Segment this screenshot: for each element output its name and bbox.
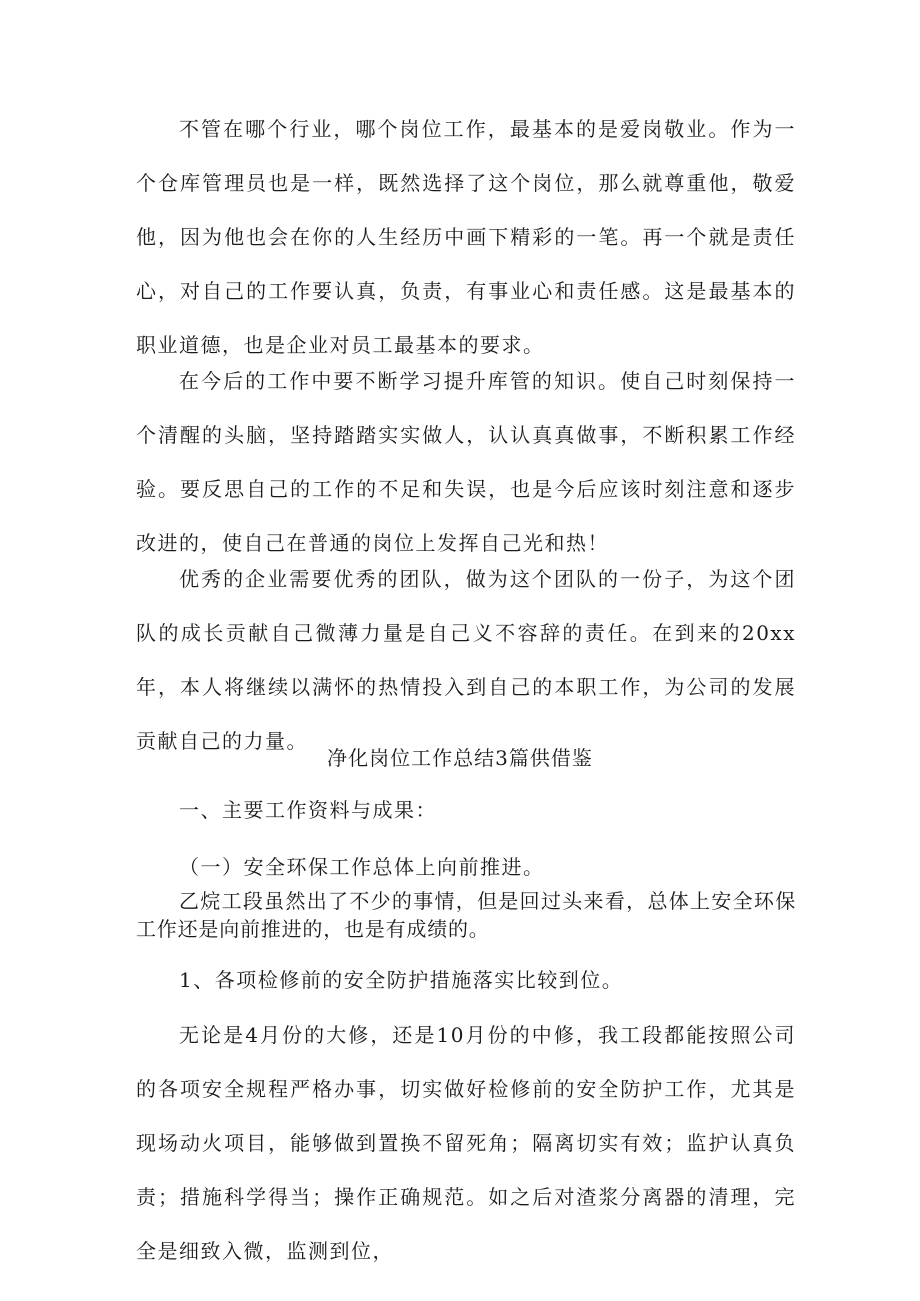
paragraph-team-contribution: 优秀的企业需要优秀的团队，做为这个团队的一份子，为这个团队的成长贡献自己微薄力量是自己义不容辞的责任。在到来的20xx年，本人将继续以满怀的热情投入到自己的本职工作，为公司的发展贡献自己的力量。 <box>136 567 796 753</box>
item-heading: 1、各项检修前的安全防护措施落实比较到位。 <box>179 968 624 992</box>
document-title: 净化岗位工作总结3篇供借鉴 <box>327 746 593 770</box>
sub-paragraph: 乙烷工段虽然出了不少的事情，但是回过头来看，总体上安全环保工作还是向前推进的，也是有成绩的。 <box>136 889 796 941</box>
item-paragraph: 无论是4月份的大修，还是10月份的中修，我工段都能按照公司的各项安全规程严格办事，切实做好检修前的安全防护工作，尤其是现场动火项目，能够做到置换不留死角；隔离切实有效；监护认真负责；措施科学得当；操作正确规范。如之后对渣浆分离器的清理，完全是细致入微，监测到位， <box>136 1023 796 1263</box>
paragraph-future-learning: 在今后的工作中要不断学习提升库管的知识。使自己时刻保持一个清醒的头脑，坚持踏踏实实做人，认认真真做事，不断积累工作经验。要反思自己的工作的不足和失误，也是今后应该时刻注意和逐步改进的，使自己在普通的岗位上发挥自己光和热！ <box>136 369 796 555</box>
section-heading: 一、主要工作资料与成果： <box>179 798 437 822</box>
paragraph-job-dedication: 不管在哪个行业，哪个岗位工作，最基本的是爱岗敬业。作为一个仓库管理员也是一样，既然选择了这个岗位，那么就尊重他，敬爱他，因为他也会在你的人生经历中画下精彩的一笔。再一个就是责任心，对自己的工作要认真，负责，有事业心和责任感。这是最基本的职业道德，也是企业对员工最基本的要求。 <box>136 117 796 357</box>
sub-heading: （一）安全环保工作总体上向前推进。 <box>179 855 545 879</box>
